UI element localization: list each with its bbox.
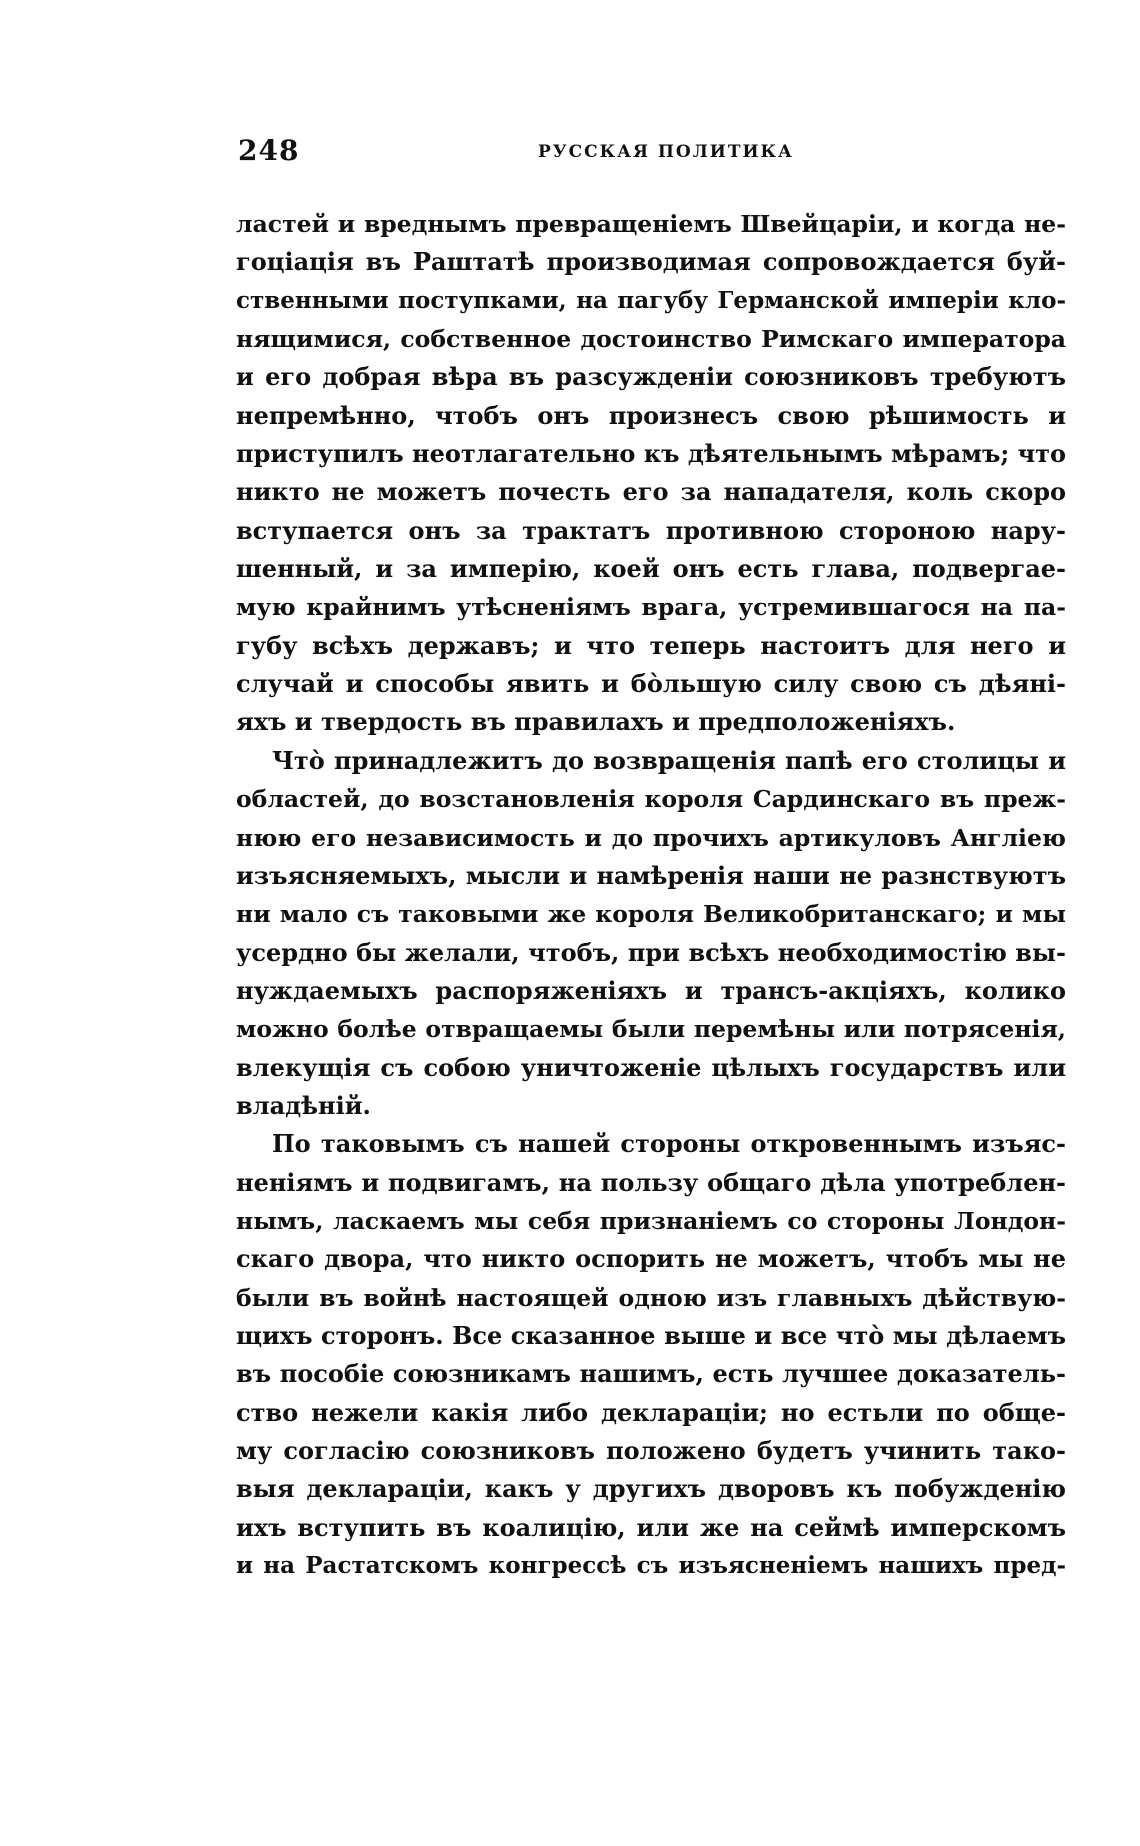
text-line: непремѣнно, чтобъ онъ произнесъ свою рѣшимость и <box>236 400 1066 430</box>
body-text <box>236 205 1066 1585</box>
text-line: яхъ и твердость въ правилахъ и предположеніяхъ. <box>236 707 956 737</box>
text-line: нымъ, ласкаемъ мы себя признаніемъ со стороны Лондон- <box>236 1206 1066 1235</box>
text-line: владѣній. <box>236 1090 371 1120</box>
text-line: были въ войнѣ настоящей одною изъ главныхъ дѣйствую- <box>236 1283 1066 1312</box>
text-line: неніямъ и подвигамъ, на пользу общаго дѣла употреблен- <box>236 1167 1066 1197</box>
text-line: нюю его независимость и до прочихъ артикуловъ Англіею <box>236 823 1066 852</box>
text-line: усердно бы желали, чтобъ, при всѣхъ необходимостію вы- <box>236 937 1066 967</box>
text-line: областей, до возстановленія короля Сардинскаго въ преж- <box>236 785 1066 814</box>
text-line: гоціація въ Раштатѣ производимая сопровождается буй- <box>236 247 1066 277</box>
running-title: РУССКАЯ ПОЛИТИКА <box>538 142 794 162</box>
text-line: ни мало съ таковыми же короля Великобританскаго; и мы <box>236 900 1066 929</box>
text-line: можно болѣе отвращаемы были перемѣны или потрясенія, <box>236 1015 1066 1044</box>
text-line: ство нежели какія либо деклараціи; но естьли по обще- <box>236 1397 1066 1427</box>
text-line: случай и способы явить и бо̀льшую силу свою съ дѣяні- <box>236 669 1066 699</box>
paragraph-first-line: По таковымъ съ нашей стороны откровеннымъ изъяс- <box>272 1129 1066 1159</box>
paragraph-first-line: Что̀ принадлежитъ до возвращенія папѣ его столицы и <box>272 745 1066 775</box>
text-line: ихъ вступить въ коалицію, или же на сеймѣ имперскомъ <box>236 1512 1066 1542</box>
text-line: выя деклараціи, какъ у другихъ дворовъ къ побужденію <box>236 1474 1066 1504</box>
text-line: вступается онъ за трактатъ противною стороною нару- <box>236 515 1066 545</box>
text-line: никто не можетъ почесть его за нападателя, коль скоро <box>236 477 1066 507</box>
text-line: приступилъ неотлагательно къ дѣятельнымъ мѣрамъ; что <box>236 439 1066 469</box>
text-line: скаго двора, что никто оспорить не можетъ, чтобъ мы не <box>236 1244 1066 1274</box>
text-line: изъясняемыхъ, мысли и намѣренія наши не разнствуютъ <box>236 860 1066 890</box>
page-number: 248 <box>238 134 300 167</box>
text-line: нуждаемыхъ распоряженіяхъ и трансъ-акціяхъ, колико <box>236 975 1066 1005</box>
text-line: нящимися, собственное достоинство Римскаго императора <box>236 325 1066 354</box>
text-line: губу всѣхъ державъ; и что теперь настоитъ для него и <box>236 630 1066 660</box>
text-line: въ пособіе союзникамъ нашимъ, есть лучшее доказатель- <box>236 1359 1066 1389</box>
text-line: ластей и вреднымъ превращеніемъ Швейцаріи, и когда не- <box>236 210 1066 238</box>
text-line: ственными поступками, на пагубу Германской имперіи кло- <box>236 286 1066 314</box>
text-line: мую крайнимъ утѣсненіямъ врага, устремившагося на па- <box>236 593 1066 622</box>
text-line: и его добрая вѣра въ разсужденіи союзниковъ требуютъ <box>236 362 1066 392</box>
text-line: влекущія съ собою уничтоженіе цѣлыхъ государствъ или <box>236 1052 1066 1082</box>
text-line: и на Растатскомъ конгрессѣ съ изъясненіемъ нашихъ пред- <box>236 1552 1066 1580</box>
text-line: шенный, и за имперію, коей онъ есть глава, подвергае- <box>236 554 1066 584</box>
text-line: му согласію союзниковъ положено будетъ учинить тако- <box>236 1436 1066 1465</box>
running-head <box>238 134 1066 174</box>
text-line: щихъ сторонъ. Все сказанное выше и все что̀ мы дѣлаемъ <box>236 1320 1066 1350</box>
